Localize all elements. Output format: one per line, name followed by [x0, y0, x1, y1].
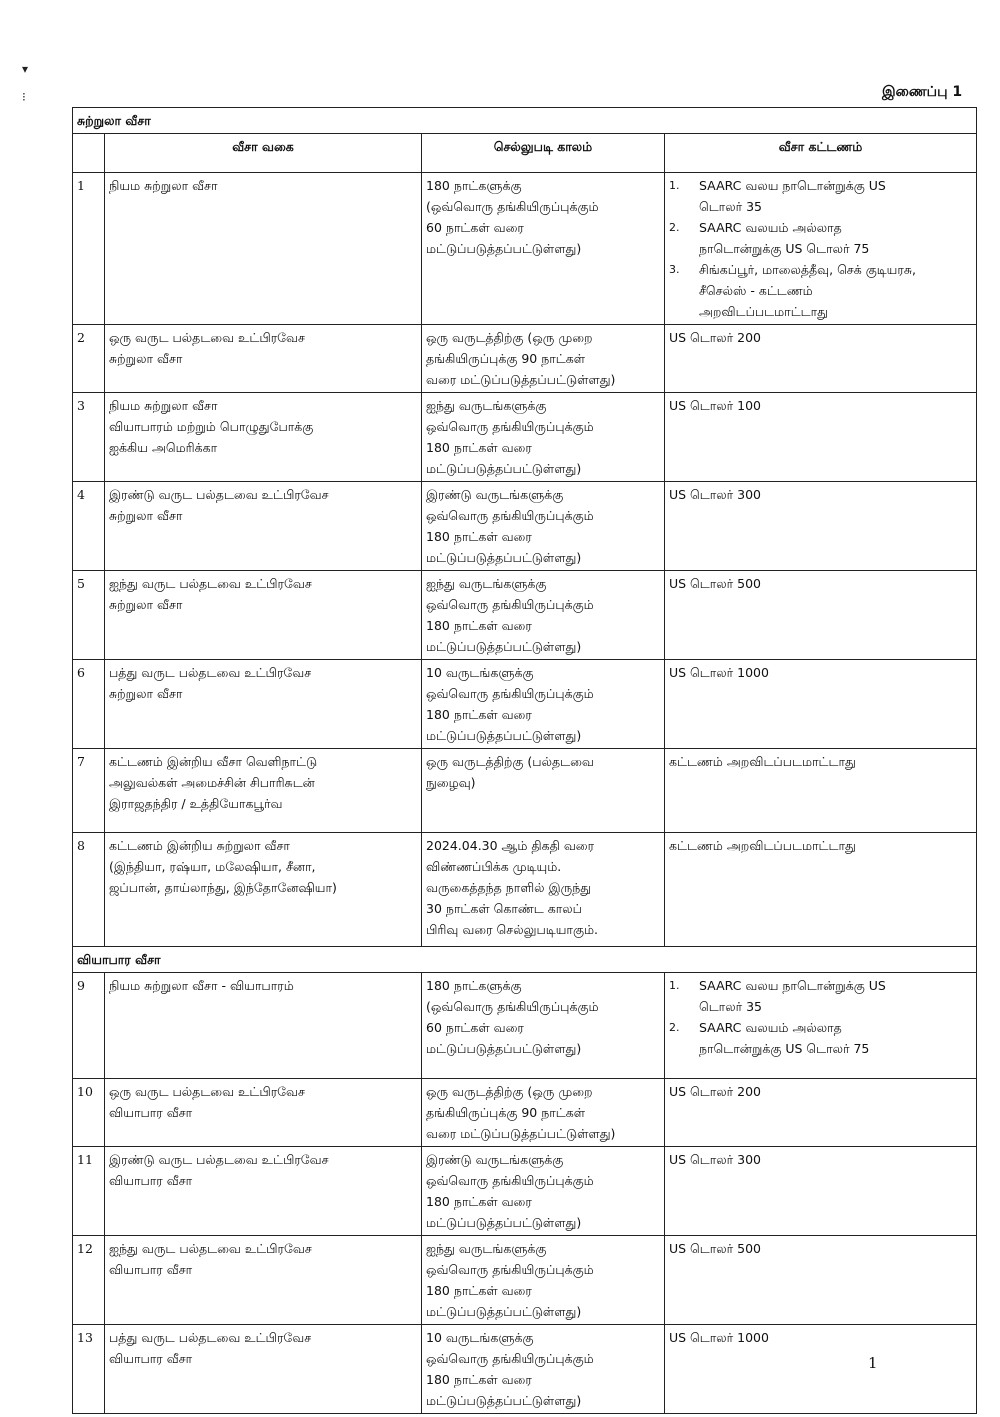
text-line: மட்டுப்படுத்தப்பட்டுள்ளது) [426, 461, 582, 476]
text-line: நியம சுற்றுலா வீசா [109, 178, 218, 193]
text-line: சுற்றுலா வீசா [109, 508, 183, 523]
header-visa-type: வீசா வகை [105, 134, 422, 173]
text-line: 2024.04.30 ஆம் திகதி வரை [426, 838, 595, 853]
page-number: 1 [868, 1354, 878, 1372]
text-line: 180 நாட்கள் வரை [426, 707, 532, 722]
table-row [73, 482, 977, 571]
text-line: 60 நாட்கள் வரை [426, 1020, 524, 1035]
text-line: வியாபார வீசா [109, 1105, 193, 1120]
text-line: ஒவ்வொரு தங்கியிருப்புக்கும் [426, 1262, 594, 1277]
fee-list-item [669, 1017, 972, 1059]
validity-cell [422, 571, 665, 660]
validity-cell [422, 393, 665, 482]
fee-item-text [699, 975, 886, 1017]
text-line: 180 நாட்களுக்கு [426, 178, 522, 193]
text-line: ஒவ்வொரு தங்கியிருப்புக்கும் [426, 686, 594, 701]
visa-type-cell [105, 1079, 422, 1147]
text-line: மட்டுப்படுத்தப்பட்டுள்ளது) [426, 1393, 582, 1408]
text-line: ஒவ்வொரு தங்கியிருப்புக்கும் [426, 597, 594, 612]
text-line: நியம சுற்றுலா வீசா - வியாபாரம் [109, 978, 294, 993]
fee-cell [665, 325, 977, 393]
visa-type-cell [105, 393, 422, 482]
text-line: வரை மட்டுப்படுத்தப்பட்டுள்ளது) [426, 372, 616, 387]
row-number: 1 [73, 173, 105, 325]
text-line: SAARC வலயம் அல்லாத [699, 1020, 842, 1035]
section-row-tourist [73, 108, 977, 134]
validity-cell [422, 1236, 665, 1325]
row-number: 10 [73, 1079, 105, 1147]
text-line: ஒரு வருடத்திற்கு (ஒரு முறை [426, 1084, 593, 1099]
validity-cell [422, 1079, 665, 1147]
fee-cell [665, 1236, 977, 1325]
fee-list [669, 175, 972, 322]
text-line: சுற்றுலா வீசா [109, 597, 183, 612]
text-line: மட்டுப்படுத்தப்பட்டுள்ளது) [426, 728, 582, 743]
text-line: சுற்றுலா வீசா [109, 351, 183, 366]
fee-cell [665, 173, 977, 325]
fee-list-item [669, 175, 972, 217]
visa-type-cell [105, 325, 422, 393]
text-line: இரண்டு வருட பல்தடவை உட்பிரவேச [109, 1152, 329, 1167]
visa-type-cell [105, 660, 422, 749]
text-line: ஐந்து வருட பல்தடவை உட்பிரவேச [109, 1241, 312, 1256]
text-line: SAARC வலய நாடொன்றுக்கு US [699, 178, 886, 193]
fee-cell [665, 482, 977, 571]
fee-item-number: 3. [669, 263, 680, 276]
text-line: வியாபார வீசா [109, 1351, 193, 1366]
text-line: 180 நாட்களுக்கு [426, 978, 522, 993]
validity-cell [422, 1147, 665, 1236]
fee-text: US டொலர் 100 [669, 398, 762, 413]
text-line: அலுவல்கள் அமைச்சின் சிபாரிசுடன் [109, 775, 315, 790]
text-line: இராஜதந்திர / உத்தியோகபூர்வ [109, 796, 283, 811]
text-line: (ஒவ்வொரு தங்கியிருப்புக்கும் [426, 199, 599, 214]
text-line: சீசெல்ஸ் - கட்டணம் [699, 283, 813, 298]
text-line: இரண்டு வருடங்களுக்கு [426, 487, 564, 502]
text-line: மட்டுப்படுத்தப்பட்டுள்ளது) [426, 639, 582, 654]
text-line: ஐந்து வருடங்களுக்கு [426, 398, 547, 413]
fee-item-number: 1. [669, 979, 680, 992]
text-line: (இந்தியா, ரஷ்யா, மலேஷியா, சீனா, [109, 859, 316, 874]
validity-cell [422, 173, 665, 325]
visa-type-cell [105, 749, 422, 833]
text-line: நியம சுற்றுலா வீசா [109, 398, 218, 413]
text-line: 10 வருடங்களுக்கு [426, 1330, 534, 1345]
text-line: வியாபாரம் மற்றும் பொழுதுபோக்கு [109, 419, 314, 434]
text-line: ஐக்கிய அமெரிக்கா [109, 440, 218, 455]
text-line: ஐந்து வருட பல்தடவை உட்பிரவேச [109, 576, 312, 591]
fee-text: கட்டணம் அறவிடப்படமாட்டாது [669, 838, 856, 853]
text-line: அறவிடப்படமாட்டாது [699, 304, 828, 319]
fee-cell [665, 1147, 977, 1236]
text-line: இரண்டு வருடங்களுக்கு [426, 1152, 564, 1167]
text-line: தங்கியிருப்புக்கு 90 நாட்கள் [426, 351, 586, 366]
table-row [73, 1147, 977, 1236]
text-line: சுற்றுலா வீசா [109, 686, 183, 701]
text-line: வியாபார வீசா [109, 1262, 193, 1277]
validity-cell [422, 833, 665, 947]
text-line: சிங்கப்பூர், மாலைத்தீவு, செக் குடியரசு, [699, 262, 916, 277]
fee-text: US டொலர் 200 [669, 330, 762, 345]
header-validity: செல்லுபடி காலம் [422, 134, 665, 173]
text-line: வருகைத்தந்த நாளில் இருந்து [426, 880, 592, 895]
text-line: ஐந்து வருடங்களுக்கு [426, 576, 547, 591]
text-line: ஒவ்வொரு தங்கியிருப்புக்கும் [426, 1173, 594, 1188]
fee-cell [665, 393, 977, 482]
text-line: ஒரு வருடத்திற்கு (பல்தடவை [426, 754, 594, 769]
validity-cell [422, 1325, 665, 1414]
row-number: 9 [73, 973, 105, 1079]
text-line: 60 நாட்கள் வரை [426, 220, 524, 235]
text-line: ஒரு வருடத்திற்கு (ஒரு முறை [426, 330, 593, 345]
text-line: ஐந்து வருடங்களுக்கு [426, 1241, 547, 1256]
text-line: வியாபார வீசா [109, 1173, 193, 1188]
annex-label: இணைப்பு 1 [882, 84, 963, 100]
table-row [73, 325, 977, 393]
text-line: இரண்டு வருட பல்தடவை உட்பிரவேச [109, 487, 329, 502]
text-line: மட்டுப்படுத்தப்பட்டுள்ளது) [426, 1304, 582, 1319]
text-line: மட்டுப்படுத்தப்பட்டுள்ளது) [426, 1041, 582, 1056]
visa-fee-table [72, 107, 977, 1414]
row-number: 5 [73, 571, 105, 660]
text-line: (ஒவ்வொரு தங்கியிருப்புக்கும் [426, 999, 599, 1014]
fee-item-text [699, 217, 869, 259]
fee-text: US டொலர் 1000 [669, 665, 769, 680]
validity-cell [422, 749, 665, 833]
visa-type-cell [105, 1325, 422, 1414]
text-line: கட்டணம் இன்றிய வீசா வெளிநாட்டு [109, 754, 318, 769]
visa-type-cell [105, 1236, 422, 1325]
fee-list-item [669, 217, 972, 259]
text-line: பத்து வருட பல்தடவை உட்பிரவேச [109, 1330, 312, 1345]
fee-item-text [699, 175, 886, 217]
text-line: ஒவ்வொரு தங்கியிருப்புக்கும் [426, 1351, 594, 1366]
section-title-tourist: சுற்றுலா வீசா [73, 108, 977, 134]
table-row [73, 749, 977, 833]
validity-cell [422, 660, 665, 749]
table-row [73, 1325, 977, 1414]
fee-text: US டொலர் 200 [669, 1084, 762, 1099]
fee-item-number: 1. [669, 179, 680, 192]
section-title-business: வியாபார வீசா [73, 947, 977, 973]
section-row-business [73, 947, 977, 973]
text-line: ஒவ்வொரு தங்கியிருப்புக்கும் [426, 508, 594, 523]
table-row [73, 393, 977, 482]
fee-cell [665, 571, 977, 660]
validity-cell [422, 973, 665, 1079]
fee-cell [665, 749, 977, 833]
text-line: 180 நாட்கள் வரை [426, 529, 532, 544]
fee-item-text [699, 259, 916, 322]
table-row [73, 660, 977, 749]
text-line: நாடொன்றுக்கு US டொலர் 75 [699, 241, 870, 256]
text-line: SAARC வலய நாடொன்றுக்கு US [699, 978, 886, 993]
fee-cell [665, 973, 977, 1079]
scan-marks: ▾ ⁝ [22, 62, 29, 104]
fee-list-item [669, 975, 972, 1017]
table-row [73, 1079, 977, 1147]
text-line: 10 வருடங்களுக்கு [426, 665, 534, 680]
visa-type-cell [105, 482, 422, 571]
text-line: 180 நாட்கள் வரை [426, 1372, 532, 1387]
fee-text: US டொலர் 500 [669, 1241, 762, 1256]
fee-text: US டொலர் 1000 [669, 1330, 769, 1345]
text-line: பிரிவு வரை செல்லுபடியாகும். [426, 922, 599, 937]
row-number: 2 [73, 325, 105, 393]
visa-type-cell [105, 571, 422, 660]
fee-cell [665, 660, 977, 749]
row-number: 7 [73, 749, 105, 833]
row-number: 3 [73, 393, 105, 482]
header-row [73, 134, 977, 173]
text-line: வரை மட்டுப்படுத்தப்பட்டுள்ளது) [426, 1126, 616, 1141]
fee-item-text [699, 1017, 869, 1059]
table-row [73, 1236, 977, 1325]
fee-text: கட்டணம் அறவிடப்படமாட்டாது [669, 754, 856, 769]
fee-cell [665, 1325, 977, 1414]
visa-type-cell [105, 173, 422, 325]
text-line: SAARC வலயம் அல்லாத [699, 220, 842, 235]
text-line: 180 நாட்கள் வரை [426, 618, 532, 633]
text-line: 180 நாட்கள் வரை [426, 1194, 532, 1209]
fee-item-number: 2. [669, 221, 680, 234]
fee-text: US டொலர் 500 [669, 576, 762, 591]
text-line: 180 நாட்கள் வரை [426, 1283, 532, 1298]
text-line: டொலர் 35 [699, 999, 762, 1014]
text-line: ஜப்பான், தாய்லாந்து, இந்தோனேஷியா) [109, 880, 337, 895]
text-line: கட்டணம் இன்றிய சுற்றுலா வீசா [109, 838, 290, 853]
text-line: மட்டுப்படுத்தப்பட்டுள்ளது) [426, 1215, 582, 1230]
fee-text: US டொலர் 300 [669, 487, 762, 502]
fee-list-item [669, 259, 972, 322]
header-visa-fee: வீசா கட்டணம் [665, 134, 977, 173]
validity-cell [422, 482, 665, 571]
row-number: 13 [73, 1325, 105, 1414]
visa-type-cell [105, 973, 422, 1079]
header-num [73, 134, 105, 173]
validity-cell [422, 325, 665, 393]
row-number: 8 [73, 833, 105, 947]
fee-text: US டொலர் 300 [669, 1152, 762, 1167]
text-line: பத்து வருட பல்தடவை உட்பிரவேச [109, 665, 312, 680]
row-number: 12 [73, 1236, 105, 1325]
row-number: 11 [73, 1147, 105, 1236]
table-row [73, 173, 977, 325]
text-line: 180 நாட்கள் வரை [426, 440, 532, 455]
fee-list [669, 975, 972, 1059]
row-number: 4 [73, 482, 105, 571]
table-row [73, 833, 977, 947]
text-line: விண்ணப்பிக்க முடியும். [426, 859, 562, 874]
text-line: ஒரு வருட பல்தடவை உட்பிரவேச [109, 330, 305, 345]
text-line: 30 நாட்கள் கொண்ட காலப் [426, 901, 582, 916]
text-line: ஒவ்வொரு தங்கியிருப்புக்கும் [426, 419, 594, 434]
fee-item-number: 2. [669, 1021, 680, 1034]
visa-type-cell [105, 833, 422, 947]
row-number: 6 [73, 660, 105, 749]
fee-cell [665, 1079, 977, 1147]
table-row [73, 571, 977, 660]
text-line: நாடொன்றுக்கு US டொலர் 75 [699, 1041, 870, 1056]
table-row [73, 973, 977, 1079]
visa-type-cell [105, 1147, 422, 1236]
text-line: நுழைவு) [426, 775, 476, 790]
text-line: டொலர் 35 [699, 199, 762, 214]
text-line: ஒரு வருட பல்தடவை உட்பிரவேச [109, 1084, 305, 1099]
text-line: மட்டுப்படுத்தப்பட்டுள்ளது) [426, 550, 582, 565]
text-line: மட்டுப்படுத்தப்பட்டுள்ளது) [426, 241, 582, 256]
text-line: தங்கியிருப்புக்கு 90 நாட்கள் [426, 1105, 586, 1120]
fee-cell [665, 833, 977, 947]
